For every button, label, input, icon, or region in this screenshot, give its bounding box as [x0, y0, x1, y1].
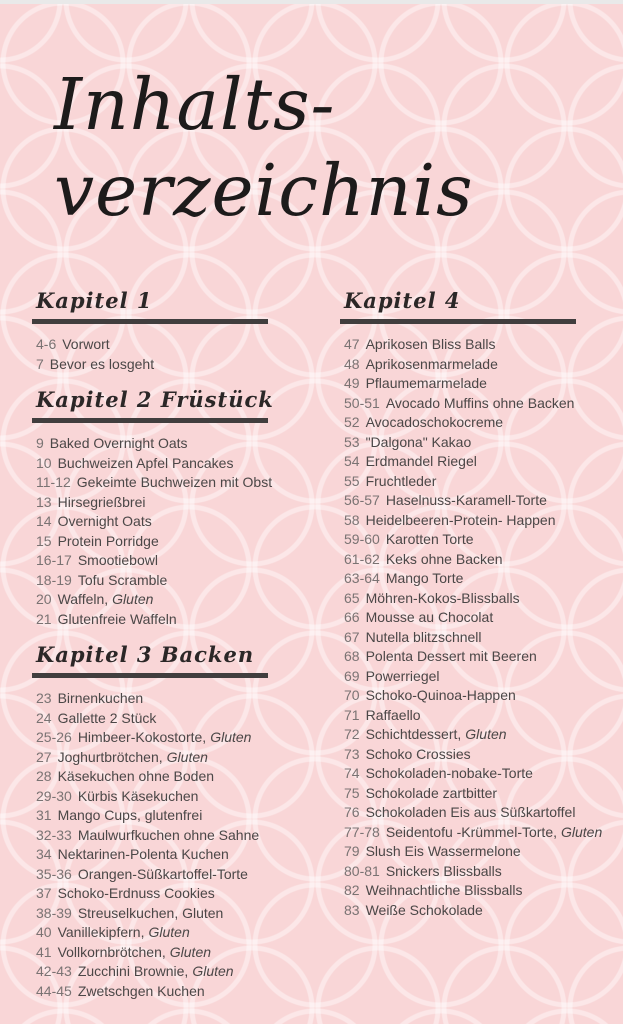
toc-item [36, 551, 312, 571]
recipe-title: Zucchini Brownie, [77, 963, 189, 979]
page-number: 67 [344, 628, 360, 645]
toc-item [36, 493, 312, 513]
toc-item [344, 569, 615, 589]
recipe-title: Mango Torte [385, 570, 464, 586]
recipe-title: Möhren-Kokos-Blissballs [365, 589, 520, 606]
page-number: 23 [36, 690, 52, 706]
gluten-note: Gluten [112, 591, 154, 607]
page-number: 72 [344, 726, 360, 742]
toc-item [36, 982, 312, 1002]
recipe-title: Vorwort [62, 336, 110, 352]
toc-item [36, 473, 312, 493]
toc-item [344, 511, 615, 531]
page-number: 18-19 [36, 571, 72, 588]
toc-item [36, 709, 312, 729]
recipe-title: Seidentofu -Krümmel-Torte, [385, 823, 557, 840]
recipe-title: Overnight Oats [57, 513, 152, 529]
heading-rule [32, 418, 268, 423]
page-number: 68 [344, 648, 360, 664]
toc-item [344, 530, 615, 550]
page-number: 20 [36, 591, 52, 607]
recipe-title: Buchweizen Apfel Pancakes [57, 454, 234, 471]
toc-item [344, 842, 615, 862]
toc-item [36, 748, 312, 768]
recipe-title: Bevor es losgeht [49, 355, 155, 372]
toc-item [36, 590, 312, 610]
recipe-title: Avocadoschokocreme [365, 414, 504, 430]
recipe-title: Vollkornbrötchen, [57, 943, 166, 960]
page-number: 74 [344, 765, 360, 781]
toc-item [36, 335, 312, 355]
toc-item [344, 433, 615, 453]
page-number: 80-81 [344, 862, 380, 879]
page-number: 77-78 [344, 823, 380, 840]
recipe-title: Birnenkuchen [57, 690, 144, 706]
recipe-title: Karotten Torte [385, 531, 474, 547]
recipe-title: Raffaello [365, 706, 421, 723]
toc-item [36, 610, 312, 630]
page-number: 44-45 [36, 982, 72, 999]
page-number: 9 [36, 435, 44, 451]
recipe-title: Weihnachtliche Blissballs [365, 882, 523, 898]
gluten-note: Gluten [465, 726, 507, 742]
recipe-title: Tofu Scramble [77, 571, 168, 588]
toc-item [36, 512, 312, 532]
page-number: 34 [36, 846, 52, 862]
gluten-note: Gluten [169, 943, 212, 960]
recipe-title: Powerriegel [365, 667, 440, 684]
top-edge-strip [0, 0, 623, 4]
toc-item [344, 608, 615, 628]
toc-item [344, 823, 615, 843]
page-title [54, 62, 623, 234]
page-number: 79 [344, 843, 360, 859]
recipe-title: Slush Eis Wassermelone [365, 843, 521, 859]
gluten-note: Gluten [561, 823, 603, 840]
recipe-title: "Dalgona" Kakao [365, 433, 472, 450]
page-number: 76 [344, 804, 360, 820]
page-number: 63-64 [344, 570, 380, 586]
page-number: 42-43 [36, 963, 72, 979]
page-title-line-1: Inhalts- [54, 63, 336, 146]
toc-item [36, 454, 312, 474]
toc-item [344, 589, 615, 609]
toc-columns [0, 288, 623, 1003]
toc-item [36, 826, 312, 846]
page-number: 59-60 [344, 531, 380, 547]
toc-item [344, 628, 615, 648]
toc-item [344, 686, 615, 706]
toc-item [36, 355, 312, 375]
recipe-title: Aprikosen Bliss Balls [365, 336, 496, 352]
toc-item [344, 472, 615, 492]
recipe-title: Erdmandel Riegel [365, 453, 477, 469]
toc-item [36, 923, 312, 943]
page-number: 10 [36, 454, 52, 471]
page-number: 29-30 [36, 787, 72, 804]
toc-item [344, 413, 615, 433]
toc-item [344, 374, 615, 394]
recipe-title: Keks ohne Backen [385, 550, 503, 567]
toc-item [36, 884, 312, 904]
recipe-title: Glutenfreie Waffeln [57, 610, 177, 627]
recipe-title: Schoko-Quinoa-Happen [365, 687, 516, 703]
heading-rule [32, 319, 268, 324]
page-number: 37 [36, 885, 52, 901]
recipe-title: Schichtdessert, [365, 726, 462, 742]
page-number: 13 [36, 493, 52, 510]
recipe-title: Joghurtbrötchen, [57, 748, 163, 765]
toc-item [344, 725, 615, 745]
toc-item [36, 689, 312, 709]
recipe-title: Heidelbeeren-Protein- Happen [365, 511, 556, 528]
recipe-title: Smootiebowl [77, 552, 158, 568]
page-number: 65 [344, 589, 360, 606]
page-number: 32-33 [36, 826, 72, 843]
toc-item [344, 901, 615, 921]
chapter-list [36, 434, 312, 629]
page-number: 73 [344, 745, 360, 762]
toc-item [36, 806, 312, 826]
gluten-note: Gluten [166, 748, 208, 765]
page-number: 31 [36, 807, 52, 823]
recipe-title: Weiße Schokolade [365, 901, 483, 918]
recipe-title: Schokoladen Eis aus Süßkartoffel [365, 804, 576, 820]
toc-item [36, 728, 312, 748]
toc-item [36, 787, 312, 807]
page-number: 69 [344, 667, 360, 684]
page-number: 47 [344, 336, 360, 352]
page-number: 58 [344, 511, 360, 528]
toc-item [344, 647, 615, 667]
page-number: 38-39 [36, 904, 72, 921]
chapter-heading: Kapitel 1 [36, 288, 153, 313]
gluten-note: Gluten [192, 963, 234, 979]
chapter-list [36, 335, 312, 374]
page-number: 24 [36, 709, 52, 726]
recipe-title: Himbeer-Kokostorte, [77, 729, 207, 745]
right-column [340, 288, 615, 1003]
recipe-title: Aprikosenmarmelade [365, 355, 498, 372]
gluten-note: Gluten [148, 924, 190, 940]
page-number: 27 [36, 748, 52, 765]
chapter-list [344, 335, 615, 920]
page-number: 70 [344, 687, 360, 703]
page-number: 25-26 [36, 729, 72, 745]
page-number: 71 [344, 706, 360, 723]
page-number: 21 [36, 610, 52, 627]
page-number: 35-36 [36, 865, 72, 882]
page-number: 53 [344, 433, 360, 450]
recipe-title: Hirsegrießbrei [57, 493, 146, 510]
page-number: 49 [344, 375, 360, 391]
toc-item [344, 803, 615, 823]
page-title-line-2: verzeichnis [54, 149, 474, 232]
recipe-title: Orangen-Süßkartoffel-Torte [77, 865, 248, 882]
chapter-list [36, 689, 312, 1001]
toc-item [344, 550, 615, 570]
recipe-title: Polenta Dessert mit Beeren [365, 648, 537, 664]
toc-item [36, 571, 312, 591]
toc-item [344, 335, 615, 355]
toc-item [36, 962, 312, 982]
toc-item [344, 745, 615, 765]
page-number: 75 [344, 784, 360, 801]
heading-rule [32, 673, 268, 678]
page-number: 14 [36, 513, 52, 529]
toc-item [36, 767, 312, 787]
page-number: 61-62 [344, 550, 380, 567]
toc-item [344, 452, 615, 472]
recipe-title: Waffeln, [57, 591, 109, 607]
recipe-title: Gekeimte Buchweizen mit Obst [76, 474, 273, 490]
recipe-title: Baked Overnight Oats [49, 435, 188, 451]
toc-item [344, 667, 615, 687]
gluten-note: Gluten [210, 729, 252, 745]
recipe-title: Vanillekipfern, [57, 924, 145, 940]
toc-item [344, 706, 615, 726]
toc-item [36, 434, 312, 454]
recipe-title: Nutella blitzschnell [365, 628, 482, 645]
page-number: 41 [36, 943, 52, 960]
page-number: 83 [344, 901, 360, 918]
recipe-title: Schokolade zartbitter [365, 784, 498, 801]
recipe-title: Haselnuss-Karamell-Torte [385, 492, 547, 508]
recipe-title: Gallette 2 Stück [57, 709, 157, 726]
recipe-title: Pflaumemarmelade [365, 375, 487, 391]
recipe-title: Maulwurfkuchen ohne Sahne [77, 826, 260, 843]
page-number: 52 [344, 414, 360, 430]
recipe-title: Streuselkuchen, Gluten [77, 904, 224, 921]
recipe-title: Kürbis Käsekuchen [77, 787, 199, 804]
toc-item [344, 394, 615, 414]
page-number: 56-57 [344, 492, 380, 508]
page-number: 11-12 [36, 474, 71, 490]
chapter-heading: Kapitel 3 Backen [36, 642, 255, 667]
toc-item [36, 943, 312, 963]
recipe-title: Protein Porridge [57, 532, 159, 549]
page-number: 15 [36, 532, 52, 549]
recipe-title: Mango Cups, glutenfrei [57, 807, 203, 823]
toc-item [344, 764, 615, 784]
toc-item [344, 881, 615, 901]
page-number: 40 [36, 924, 52, 940]
toc-item [344, 355, 615, 375]
page-number: 4-6 [36, 336, 57, 352]
page-number: 50-51 [344, 394, 380, 411]
page-number: 16-17 [36, 552, 72, 568]
recipe-title: Snickers Blissballs [385, 862, 502, 879]
page-number: 82 [344, 882, 360, 898]
toc-item [344, 784, 615, 804]
page-number: 66 [344, 609, 360, 625]
chapter-heading: Kapitel 4 [344, 288, 461, 313]
recipe-title: Mousse au Chocolat [365, 609, 494, 625]
page-number: 48 [344, 355, 360, 372]
recipe-title: Käsekuchen ohne Boden [57, 768, 215, 784]
page-number: 55 [344, 472, 360, 489]
recipe-title: Zwetschgen Kuchen [77, 982, 205, 999]
chapter-heading: Kapitel 2 Früstück [36, 387, 274, 412]
page-number: 54 [344, 453, 360, 469]
recipe-title: Fruchtleder [365, 472, 437, 489]
recipe-title: Avocado Muffins ohne Backen [385, 394, 575, 411]
recipe-title: Schokoladen-nobake-Torte [365, 765, 533, 781]
toc-item [344, 862, 615, 882]
toc-item [36, 845, 312, 865]
toc-item [36, 865, 312, 885]
toc-item [36, 532, 312, 552]
toc-item [36, 904, 312, 924]
page-number: 7 [36, 355, 44, 372]
left-column [32, 288, 312, 1003]
recipe-title: Schoko Crossies [365, 745, 471, 762]
heading-rule [340, 319, 576, 324]
toc-item [344, 491, 615, 511]
recipe-title: Nektarinen-Polenta Kuchen [57, 846, 229, 862]
recipe-title: Schoko-Erdnuss Cookies [57, 885, 215, 901]
page-number: 28 [36, 768, 52, 784]
